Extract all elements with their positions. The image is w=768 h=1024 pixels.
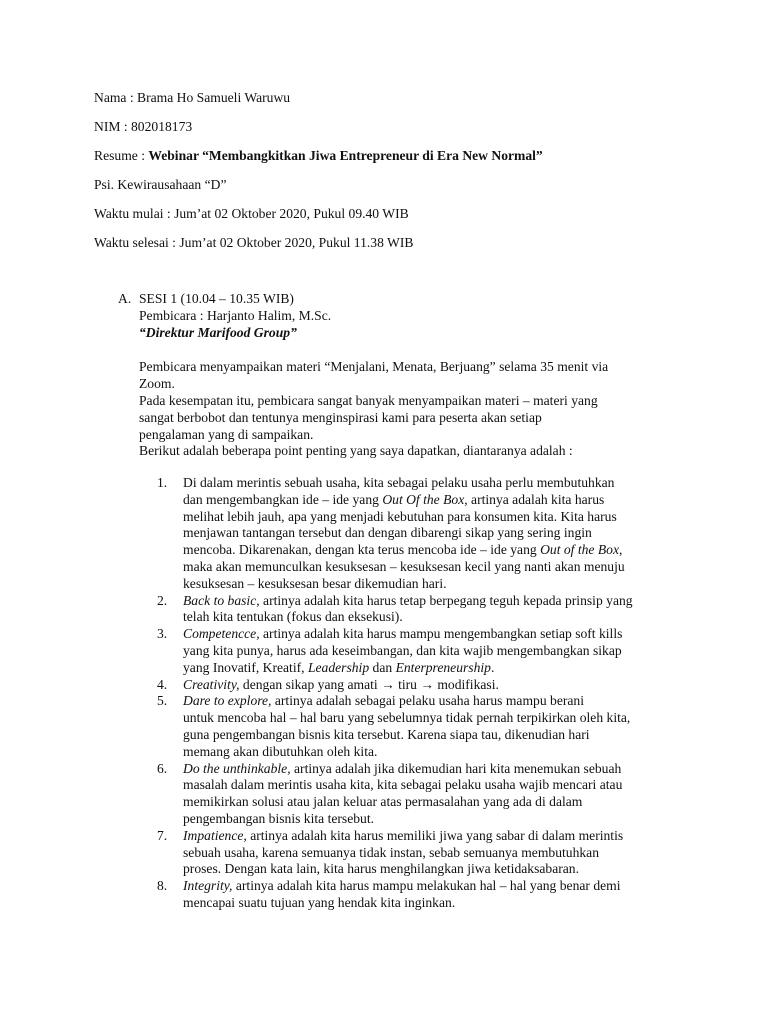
section-body (139, 291, 699, 910)
list-number: 1. (157, 475, 168, 490)
spacer (139, 341, 699, 359)
text-run: artinya adalah kita harus mampu mengembangkan setiap soft kills (259, 626, 623, 642)
italic-term: Integrity, (183, 878, 233, 894)
list-item-line (183, 861, 697, 878)
text-run: masalah dalam merintis usaha kita, kita sebagai pelaku usaha wajib mencari atau (183, 777, 623, 793)
list-item (157, 475, 697, 593)
italic-term: Do the unthinkable, (183, 760, 291, 776)
list-item (157, 761, 697, 828)
list-number: 2. (157, 592, 168, 608)
resume-title: Webinar “Membangkitkan Jiwa Entrepreneur di Era New Normal” (148, 148, 543, 163)
list-item-line (183, 727, 697, 744)
text-run: dan mengembangkan ide – ide yang (183, 491, 383, 507)
list-item-line (183, 693, 697, 710)
list-item-line (183, 475, 697, 492)
resume-prefix: Resume : (94, 148, 149, 163)
points-list (157, 475, 697, 912)
list-item-line (183, 895, 697, 912)
speaker-role: “Direktur Marifood Group” (139, 324, 297, 340)
list-item-line (183, 677, 697, 694)
list-number: 4. (157, 676, 168, 692)
resume-line (94, 148, 543, 164)
italic-term: Impatience, (183, 827, 247, 843)
italic-term: Out Of the Box (382, 491, 465, 507)
text-run: mencapai suatu tujuan yang hendak kita inginkan. (183, 894, 456, 910)
list-item-line (183, 593, 697, 610)
paragraph-opportunity (139, 393, 699, 443)
paragraph-line: Zoom. (139, 376, 175, 392)
section-marker: A. (118, 291, 132, 306)
text-run: artinya adalah sebagai pelaku usaha harus mampu berani (271, 693, 584, 709)
list-item-line (183, 777, 697, 794)
text-run: artinya adalah jika dikemudian hari kita menemukan sebuah (290, 760, 622, 776)
paragraph-intro (139, 359, 699, 393)
text-run: artinya adalah kita harus memiliki jiwa yang sabar di dalam merintis (246, 827, 624, 843)
text-run: guna pengembangan bisnis kita tersebut. Karena siapa tau, dikenudian hari (183, 726, 590, 742)
text-run: menjawan tantangan tersebut dan dengan dibarengi sikap yang sering ingin (183, 525, 592, 541)
list-item-line (183, 761, 697, 778)
list-item (157, 828, 697, 878)
list-number: 8. (157, 878, 168, 894)
end-time-line: Waktu selesai : Jum’at 02 Oktober 2020, Pukul 11.38 WIB (94, 235, 414, 250)
list-item-line (183, 509, 697, 526)
text-run: , (618, 542, 623, 558)
text-run: dan (369, 659, 396, 675)
text-run: untuk mencoba hal – hal baru yang sebelumnya tidak pernah terpikirkan oleh kita, (183, 710, 631, 726)
text-run: , artinya adalah kita harus (464, 491, 605, 507)
list-item (157, 677, 697, 694)
session-title: SESI 1 (10.04 – 10.35 WIB) (139, 291, 294, 306)
text-run: . (490, 659, 495, 675)
paragraph-line: Pada kesempatan itu, pembicara sangat banyak menyampaikan materi – materi yang (139, 392, 598, 408)
text-run: yang Inovatif, Kreatif, (183, 659, 308, 675)
list-item-line (183, 559, 697, 576)
italic-term: Back to basic (183, 592, 257, 608)
name-line: Nama : Brama Ho Samueli Waruwu (94, 90, 291, 105)
list-item-line (183, 643, 697, 660)
paragraph-line: sangat berbobot dan tentunya menginspirasi kami para peserta akan setiap (139, 409, 542, 425)
list-item-line (183, 710, 697, 727)
paragraph-line: Pembicara menyampaikan materi “Menjalani, Menata, Berjuang” selama 35 menit via (139, 359, 609, 375)
italic-term: Creativity, (183, 676, 240, 692)
italic-term: Enterpreneurship (395, 659, 491, 675)
text-run: memikirkan solusi atau jalan keluar atas permasalahan yang ada di dalam (183, 794, 583, 810)
list-item (157, 626, 697, 676)
list-item-line (183, 828, 697, 845)
list-item-line (183, 525, 697, 542)
text-run: sebuah usaha, karena semuanya tidak instan, sebab semuanya membutuhkan (183, 844, 599, 860)
text-run: , artinya adalah kita harus tetap berpegang teguh kepada prinsip yang (256, 592, 633, 608)
list-item-line (183, 660, 697, 677)
text-run: Di dalam merintis sebuah usaha, kita sebagai pelaku usaha perlu membutuhkan (183, 475, 615, 490)
list-item-line (183, 626, 697, 643)
list-item (157, 878, 697, 912)
list-item-line (183, 542, 697, 559)
list-number: 6. (157, 760, 168, 776)
paragraph-points-intro (139, 443, 699, 460)
paragraph-line: Berikut adalah beberapa point penting yang saya dapatkan, diantaranya adalah : (139, 443, 573, 459)
text-run: dengan sikap yang amati → tiru → modifikasi. (239, 676, 499, 692)
list-item-line (183, 794, 697, 811)
list-item-line (183, 492, 697, 509)
speaker-line: Pembicara : Harjanto Halim, M.Sc. (139, 307, 332, 323)
list-item-line (183, 811, 697, 828)
text-run: kesuksesan – kesuksesan besar dikemudian hari. (183, 575, 447, 591)
text-run: artinya adalah kita harus mampu melakukan hal – hal yang benar demi (232, 878, 621, 894)
list-item-line (183, 878, 697, 895)
list-number: 3. (157, 626, 168, 642)
list-item-line (183, 845, 697, 862)
list-item (157, 693, 697, 760)
list-item-line (183, 744, 697, 761)
class-line: Psi. Kewirausahaan “D” (94, 177, 227, 192)
italic-term: Leadership (307, 659, 370, 675)
list-number: 7. (157, 827, 168, 843)
italic-term: Dare to explore, (183, 693, 272, 709)
list-item (157, 593, 697, 627)
text-run: yang kita punya, harus ada keseimbangan, dan kita wajib mengembangkan sikap (183, 642, 622, 658)
list-number: 5. (157, 693, 168, 709)
text-run: telah kita tentukan (fokus dan eksekusi). (183, 609, 403, 625)
text-run: melihat lebih jauh, apa yang menjadi kebutuhan para konsumen kita. Kita harus (183, 508, 617, 524)
list-item-line (183, 576, 697, 593)
text-run: memang akan dibutuhkan oleh kita. (183, 743, 378, 759)
text-run: mencoba. Dikarenakan, dengan kta terus mencoba ide – ide yang (183, 542, 541, 558)
paragraph-line: pengalaman yang di sampaikan. (139, 426, 314, 442)
start-time-line: Waktu mulai : Jum’at 02 Oktober 2020, Pukul 09.40 WIB (94, 206, 409, 221)
text-run: proses. Dengan kata lain, kita harus menghilangkan jiwa ketidaksabaran. (183, 861, 579, 877)
italic-term: Out of the Box (540, 542, 619, 558)
list-item-line (183, 609, 697, 626)
nim-line: NIM : 802018173 (94, 119, 193, 134)
text-run: maka akan memunculkan kesuksesan – kesuksesan kecil yang nanti akan menuju (183, 558, 625, 574)
text-run: pengembangan bisnis kita tersebut. (183, 810, 375, 826)
italic-term: Competencce, (183, 626, 260, 642)
